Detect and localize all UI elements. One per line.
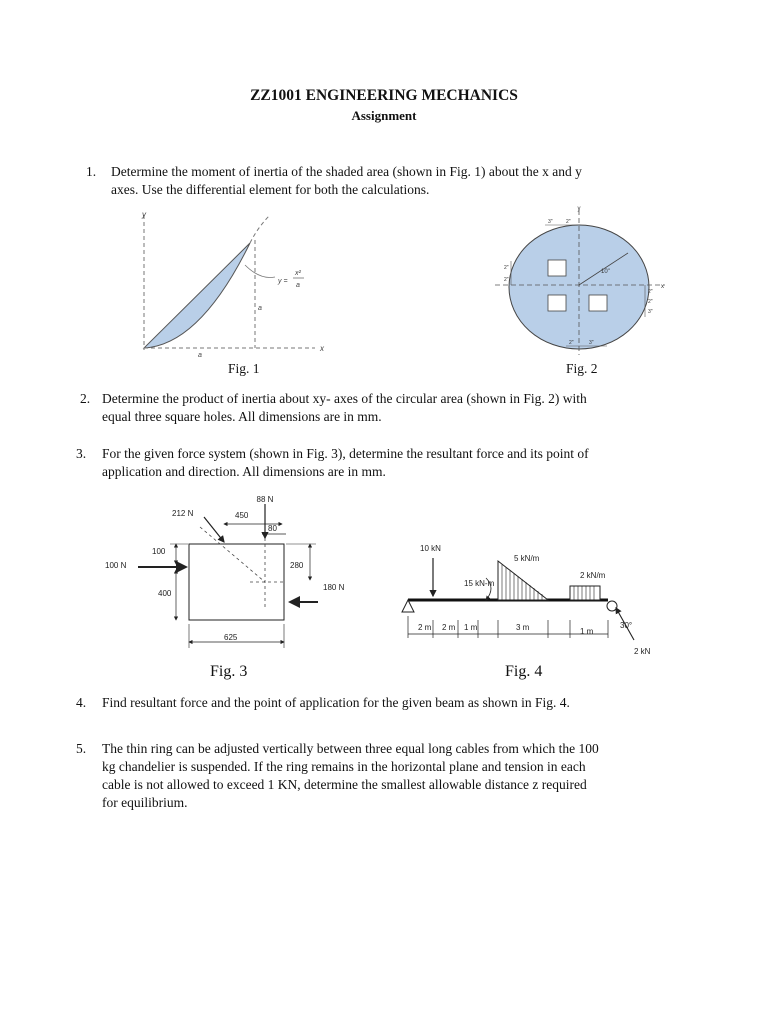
fig1-shaded-area (144, 243, 250, 348)
question-5-line-4: for equilibrium. (102, 795, 188, 810)
fig3-label-280: 280 (290, 561, 304, 570)
fig4-label-2kn: 2 kN (634, 647, 651, 656)
fig4-pin-support (402, 600, 414, 612)
fig3-label-180n: 180 N (323, 583, 345, 592)
fig1-x-label: x (320, 344, 324, 353)
fig3-label-80: 80 (268, 524, 277, 533)
question-2-line-1: Determine the product of inertia about xy- axes of the circular area (shown in Fig. 2) with (102, 391, 587, 406)
fig4-span-1: 2 m (418, 623, 432, 632)
fig2-left-dim-2: 2" (504, 277, 509, 283)
fig1-dim-a-horizontal: a (198, 352, 202, 359)
fig1-curve-extension (250, 215, 270, 243)
fig4-label-15knm: 15 kN-m (464, 579, 495, 588)
figure-4-caption: Fig. 4 (505, 663, 543, 680)
document-subtitle: Assignment (351, 108, 417, 123)
fig4-label-2knm: 2 kN/m (580, 571, 606, 580)
figure-1-diagram (130, 205, 340, 360)
fig2-radius-label: 10" (601, 269, 610, 275)
figure-1-caption: Fig. 1 (228, 361, 260, 376)
question-4-number: 4. (76, 695, 87, 710)
fig1-y-label: y (142, 210, 146, 219)
figure-3-diagram (100, 492, 370, 660)
fig2-hole-bottom-left (548, 295, 566, 311)
document-title: ZZ1001 ENGINEERING MECHANICS (250, 87, 518, 104)
question-3-line-2: application and direction. All dimensions are in mm. (102, 464, 386, 479)
fig3-force-212-arrow (204, 517, 224, 542)
question-1-line-2: axes. Use the differential element for both the calculations. (111, 182, 430, 197)
fig4-triangular-load (498, 561, 548, 600)
fig4-roller-support (607, 601, 617, 611)
fig2-bottom-dim-1: 2" (569, 340, 574, 346)
fig1-dim-a-vertical: a (258, 305, 262, 312)
fig2-y-label: y (577, 206, 581, 212)
fig3-label-100: 100 (152, 547, 166, 556)
fig4-span-4: 3 m (516, 623, 530, 632)
fig1-equation-denominator: a (296, 282, 300, 289)
fig2-right-dim-3: 3" (648, 309, 653, 315)
fig2-left-dim-1: 2" (504, 265, 509, 271)
question-5-line-2: kg chandelier is suspended. If the ring remains in the horizontal plane and tension in each (102, 759, 586, 774)
fig3-label-450: 450 (235, 511, 249, 520)
question-5-line-1: The thin ring can be adjusted vertically between three equal long cables from which the 100 (102, 741, 599, 756)
fig3-label-400: 400 (158, 589, 172, 598)
question-1-line-1: Determine the moment of inertia of the shaded area (shown in Fig. 1) about the x and y (111, 164, 582, 179)
fig1-equation-numerator: x² (295, 270, 301, 277)
figure-3-caption: Fig. 3 (210, 663, 248, 680)
question-1-number: 1. (86, 164, 97, 179)
fig2-right-dim-1: 2" (648, 289, 653, 295)
fig4-label-10kn: 10 kN (420, 544, 441, 553)
fig4-uniform-load (570, 586, 600, 600)
figure-2-diagram (493, 205, 673, 360)
fig2-x-label: x (661, 284, 664, 290)
fig4-span-2: 2 m (442, 623, 456, 632)
fig2-right-dim-2: 2" (648, 299, 653, 305)
fig2-top-dim-1: 3" (548, 219, 553, 225)
figure-4-diagram (398, 536, 660, 661)
fig2-top-dim-2: 2" (566, 219, 571, 225)
fig4-span-5: 1 m (580, 627, 594, 636)
fig4-span-ticks (408, 616, 608, 638)
question-3-line-1: For the given force system (shown in Fig. 3), determine the resultant force and its point of (102, 446, 589, 461)
fig2-bottom-dim-2: 3" (589, 340, 594, 346)
fig4-span-3: 1 m (464, 623, 478, 632)
question-5-number: 5. (76, 741, 87, 756)
question-2-number: 2. (80, 391, 91, 406)
fig2-hole-bottom-right (589, 295, 607, 311)
fig3-label-100n: 100 N (105, 561, 127, 570)
fig1-equation-leader (245, 265, 275, 278)
fig1-equation-lhs: y = (278, 278, 288, 285)
fig4-label-angle: 30° (620, 621, 633, 630)
figure-2-caption: Fig. 2 (566, 361, 598, 376)
question-2-line-2: equal three square holes. All dimensions are in mm. (102, 409, 382, 424)
fig4-label-5knm: 5 kN/m (514, 554, 540, 563)
fig3-label-212n: 212 N (172, 509, 194, 518)
question-5-line-3: cable is not allowed to exceed 1 KN, determine the smallest allowable distance z required (102, 777, 587, 792)
fig3-label-625: 625 (224, 633, 238, 642)
fig3-label-88n: 88 N (256, 495, 274, 504)
question-3-number: 3. (76, 446, 87, 461)
question-4-line-1: Find resultant force and the point of application for the given beam as shown in Fig. 4. (102, 695, 570, 710)
fig2-hole-top-left (548, 260, 566, 276)
